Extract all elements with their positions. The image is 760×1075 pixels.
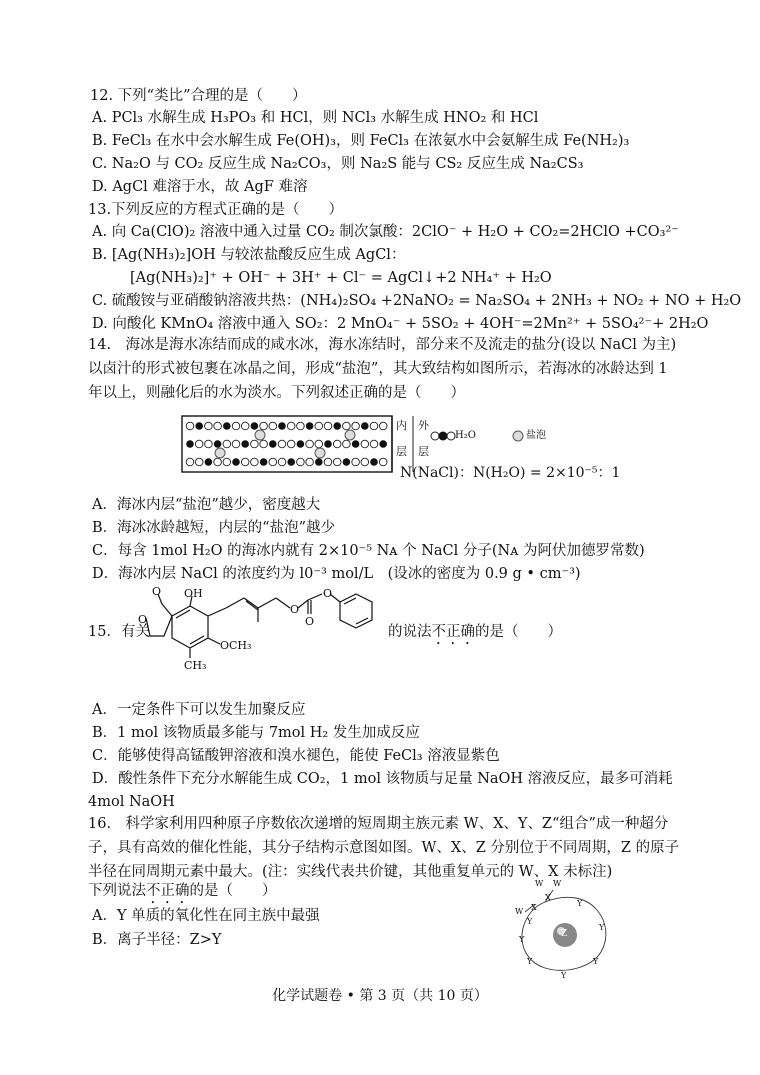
fig-legend-h2o: H₂O [455,430,476,441]
ice-molecule-dot [223,440,231,448]
ice-molecule-dot [269,422,277,430]
ice-molecule-dot [352,422,360,430]
ice-molecule-dot [315,458,323,466]
q15-option-d: D．酸性条件下充分水解能生成 CO₂，1 mol 该物质与足量 NaOH 溶液反应，最多可消耗 [92,771,673,787]
q15-option-b: B．1 mol 该物质最多能与 7mol H₂ 发生加成反应 [92,725,420,741]
q15-option-a: A．一定条件下可以发生加聚反应 [92,702,306,718]
mol-label-o-ether: O [290,603,300,616]
fig-label-outer: 外 [418,419,429,432]
ice-molecule-dot [361,458,369,466]
q12-option-c: C. Na₂O 与 CO₂ 反应生成 Na₂CO₃，则 Na₂S 能与 CS₂ 反应生成 Na₂CS₃ [92,156,584,172]
q13-option-a: A. 向 Ca(ClO)₂ 溶液中通入过量 CO₂ 制次氯酸：2ClO⁻ + H₂O + CO₂=2HClO +CO₃²⁻ [92,224,679,240]
page-footer: 化学试题卷 • 第 3 页（共 10 页） [272,988,488,1004]
q13-option-d: D. 向酸化 KMnO₄ 溶液中通入 SO₂：2 MnO₄⁻ + 5SO₂ + 4OH⁻=2Mn²⁺ + 5SO₄²⁻+ 2H₂O [92,316,709,332]
ice-molecule-dot [260,458,268,466]
ice-molecule-dot [241,458,249,466]
q16-emphasis: 不正确 [146,883,190,899]
ice-molecule-dot [379,458,387,466]
q14-option-c: C．每含 1mol H₂O 的海冰内就有 2×10⁻⁵ Nᴀ 个 NaCl 分子(Nᴀ 为阿伏加德罗常数) [92,543,645,559]
ice-molecule-dot [232,458,240,466]
q15-suffix [388,622,562,648]
q14-ratio: N(NaCl)：N(H₂O) = 2×10⁻⁵：1 [400,465,621,481]
ice-molecule-dot [370,422,378,430]
mol-label-o-phenoxy: O [323,587,333,600]
q15-option-c: C．能够使得高锰酸钾溶液和溴水褪色，能使 FeCl₃ 溶液显紫色 [92,748,500,764]
ice-molecule-dot [195,422,203,430]
q16-q-1: 下列说法 [88,883,146,899]
ice-molecule-dot [324,458,332,466]
mol-label-o-ring: O [138,613,148,626]
ice-molecule-dot [223,422,231,430]
ice-molecule-dot [352,458,360,466]
ice-molecule-dot [315,422,323,430]
salt-bubble [345,430,355,440]
q16-option-b: B．离子半径：Z>Y [92,932,222,948]
mol-label-ch3: CH₃ [184,659,207,672]
ice-molecule-dot [278,440,286,448]
q12-option-a: A. PCl₃ 水解生成 H₃PO₃ 和 HCl，则 NCl₃ 水解生成 HNO₂ 和 HCl [92,110,539,126]
ice-molecule-dot [251,440,259,448]
mol-label-o-carbonate: O [305,615,315,628]
q14-option-a: A．海冰内层“盐泡”越少，密度越大 [92,497,321,513]
ice-molecule-dot [306,422,314,430]
ice-molecule-dot [343,422,351,430]
ice-molecule-dot [260,440,268,448]
ice-molecule-dot [214,458,222,466]
fig16-label-y1: Y [527,917,533,926]
ice-molecule-dot [333,422,341,430]
q12-option-b: B. FeCl₃ 在水中会水解生成 Fe(OH)₃，则 FeCl₃ 在浓氨水中会氨解生成 Fe(NH₂)₃ [92,133,630,149]
supramolecule-figure [505,880,625,980]
fig16-label-y3: Y [599,923,605,932]
q16-question [88,881,277,907]
q15-emphasis: 不正确 [431,624,475,640]
ice-molecule-dot [370,458,378,466]
q13-option-b: B. [Ag(NH₃)₂]OH 与较浓盐酸反应生成 AgCl： [92,247,406,263]
salt-bubble [255,430,265,440]
q16-stem: 16. 科学家利用四种原子序数依次递增的短周期主族元素 W、X、Y、Z“组合”成一种超分子，具有高效的催化性能，其分子结构示意图如图。W、X、Z 分别位于不同周期，Z 的原子半径在同周期元素中最大。(注：实线代表共价键，其他重复单元的 W、X 未标注) [88,816,680,880]
ice-molecule-dot [297,422,305,430]
ice-molecule-dot [214,440,222,448]
fig16-label-x1: X [545,893,551,902]
salt-bubble [215,448,225,458]
fig-label-layer-outer: 层 [418,445,429,458]
q14-option-b: B．海冰冰龄越短，内层的“盐泡”越少 [92,520,335,536]
ice-molecule-dot [287,440,295,448]
ice-molecule-dot [297,440,305,448]
fig-label-layer-inner: 层 [396,445,407,458]
ice-molecule-dot [205,422,213,430]
fig16-label-y7: Y [519,935,525,944]
ice-molecule-dot [343,440,351,448]
ice-molecule-dot [195,458,203,466]
ice-molecule-dot [205,458,213,466]
fig16-label-y4: Y [593,957,599,966]
ice-molecule-dot [214,422,222,430]
ice-molecule-dot [260,422,268,430]
q13-title: 13.下列反应的方程式正确的是（ ） [88,202,344,218]
ice-molecule-dot [186,440,194,448]
q15-suffix-3: 的是（ ） [475,624,562,640]
ice-molecule-dot [315,440,323,448]
fig16-label-x2: X [531,903,537,912]
ice-molecule-dot [195,440,203,448]
fig16-label-y6: Y [527,957,533,966]
fig-legend-salt: 盐泡 [526,430,546,441]
q16-q-3: 的是（ ） [189,883,277,899]
fig16-label-w1: W [535,879,544,888]
ice-molecule-dot [333,440,341,448]
molecule-structure [140,588,390,668]
ice-molecule-dot [306,440,314,448]
fig16-label-z: Z [561,929,568,939]
ice-molecule-dot [241,422,249,430]
ice-molecule-dot [232,440,240,448]
fig16-label-w2: W [553,879,562,888]
ice-molecule-dot [370,440,378,448]
q13-option-c: C. 硫酸铵与亚硝酸钠溶液共热：(NH₄)₂SO₄ +2NaNO₂ = Na₂SO₄ + 2NH₃ + NO₂ + NO + H₂O [92,293,742,309]
ice-molecule-dot [379,422,387,430]
ice-molecule-dot [251,458,259,466]
q14-option-d: D．海冰内层 NaCl 的浓度约为 l0⁻³ mol/L (设冰的密度为 0.9 g • cm⁻³) [92,566,581,582]
mol-label-och3: OCH₃ [220,639,252,652]
fig16-label-w3: W [515,907,524,916]
ice-molecule-dot [287,458,295,466]
q12-option-d: D. AgCl 难溶于水，故 AgF 难溶 [92,179,308,195]
ice-molecule-dot [324,440,332,448]
ice-molecule-dot [324,422,332,430]
ice-molecule-dot [297,458,305,466]
ice-molecule-dot [186,422,194,430]
ice-molecule-dot [278,458,286,466]
ice-molecule-dot [241,440,249,448]
q13-option-b-equation: [Ag(NH₃)₂]⁺ + OH⁻ + 3H⁺ + Cl⁻ = AgCl↓+2 NH₄⁺ + H₂O [130,270,552,286]
mol-label-o-carbonyl: O [152,585,162,598]
ice-molecule-dot [306,458,314,466]
ice-molecule-dot [287,422,295,430]
fig-label-inner: 内 [396,419,407,432]
q15-prefix: 15．有关 [88,624,150,640]
ice-molecule-dot [379,440,387,448]
ice-molecule-dot [361,422,369,430]
ice-molecule-dot [251,422,259,430]
ice-molecule-dot [343,458,351,466]
q16-option-a: A．Y 单质的氧化性在同主族中最强 [92,908,320,924]
ice-molecule-dot [352,440,360,448]
ice-molecule-dot [269,458,277,466]
mol-label-oh: OH [184,587,203,600]
q12-title: 12. 下列“类比”合理的是（ ） [90,88,307,104]
ice-molecule-dot [333,458,341,466]
fig16-label-y5: Y [561,971,567,980]
salt-bubble [315,448,325,458]
ice-molecule-dot [205,440,213,448]
ice-molecule-dot [223,458,231,466]
ice-molecule-dot [361,440,369,448]
q14-stem: 14. 海冰是海水冻结而成的咸水冰，海水冻结时，部分来不及流走的盐分(设以 NaCl 为主)以卤汁的形式被包裹在冰晶之间，形成“盐泡”，其大致结构如图所示，若海冰的冰龄达到 1 年以上，则融化后的水为淡水。下列叙述正确的是（ ） [88,337,677,401]
ice-molecule-dot [278,422,286,430]
q15-option-d-cont: 4mol NaOH [88,794,175,810]
q15-molecule [138,585,390,672]
ice-molecule-dot [232,422,240,430]
q15-suffix-1: 的说法 [388,624,432,640]
fig16-label-y2: Y [577,899,583,908]
ice-molecule-dot [186,458,194,466]
ice-molecule-dot [269,440,277,448]
